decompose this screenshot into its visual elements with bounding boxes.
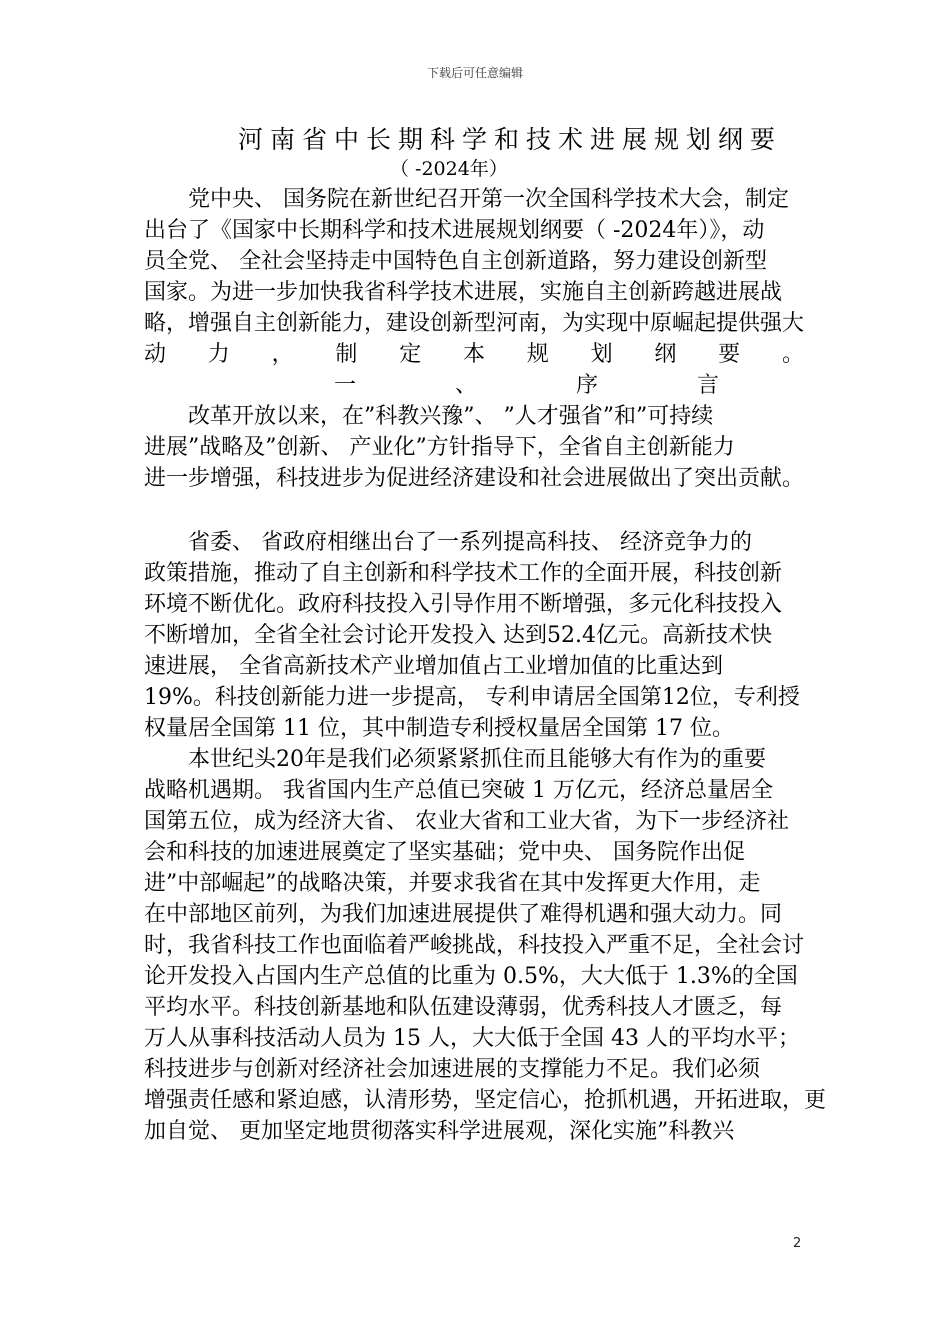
body-line: 时，我省科技工作也面临着严峻挑战，科技投入严重不足，全社会讨 bbox=[144, 933, 805, 958]
body-line: 论开发投入占国内生产总值的比重为 0.5%，大大低于 1.3%的全国 bbox=[144, 964, 798, 989]
heading-char: 一 bbox=[334, 373, 357, 398]
body-line: 加自觉、 更加坚定地贯彻落实科学进展观，深化实施”科教兴 bbox=[144, 1119, 735, 1144]
body-line: 略，增强自主创新能力，建设创新型河南，为实现中原崛起提供强大 bbox=[144, 311, 805, 336]
document-subtitle: （ -2024年） bbox=[390, 158, 508, 180]
body-line: 出台了《国家中长期科学和技术进展规划纲要（ -2024年）》，动 bbox=[144, 218, 765, 243]
body-line: 省委、 省政府相继出台了一系列提高科技、 经济竞争力的 bbox=[144, 530, 752, 555]
body-line: 政策措施，推动了自主创新和科学技术工作的全面开展，科技创新 bbox=[144, 561, 783, 586]
body-line: 19%。科技创新能力进一步提高， 专利申请居全国第12位，专利授 bbox=[144, 685, 800, 710]
page-number: 2 bbox=[793, 1236, 802, 1251]
justified-line bbox=[144, 339, 804, 370]
body-line: 进”中部崛起”的战略决策，并要求我省在其中发挥更大作用，走 bbox=[144, 871, 761, 896]
justified-char: 制 bbox=[335, 342, 358, 367]
justified-char: 力 bbox=[207, 342, 230, 367]
body-line: 环境不断优化。政府科技投入引导作用不断增强，多元化科技投入 bbox=[144, 592, 783, 617]
justified-char: 要 bbox=[718, 342, 741, 367]
justified-char: 动 bbox=[144, 342, 167, 367]
section-heading bbox=[144, 370, 719, 401]
body-line: 增强责任感和紧迫感，认清形势，坚定信心，抢抓机遇，开拓进取，更 bbox=[144, 1088, 827, 1113]
document-title: 河南省中长期科学和技术进展规划纲要 bbox=[237, 125, 782, 154]
justified-char: ， bbox=[271, 342, 294, 367]
body-line: 改革开放以来，在”科教兴豫”、 ”人才强省”和”可持续 bbox=[144, 404, 714, 429]
body-line: 员全党、 全社会坚持走中国特色自主创新道路，努力建设创新型 bbox=[144, 249, 767, 274]
body-line: 进展”战略及”创新、 产业化”方针指导下，全省自主创新能力 bbox=[144, 435, 735, 460]
justified-char: 纲 bbox=[654, 342, 677, 367]
justified-char: 定 bbox=[399, 342, 422, 367]
body-line: 战略机遇期。 我省国内生产总值已突破 1 万亿元，经济总量居全 bbox=[144, 778, 773, 803]
body-line: 国第五位，成为经济大省、 农业大省和工业大省，为下一步经济社 bbox=[144, 809, 789, 834]
justified-char: 本 bbox=[462, 342, 485, 367]
paragraph-gap bbox=[144, 494, 834, 527]
body-line: 国家。为进一步加快我省科学技术进展，实施自主创新跨越进展战 bbox=[144, 280, 783, 305]
body-line: 速进展， 全省高新技术产业增加值占工业增加值的比重达到 bbox=[144, 654, 723, 679]
body-line: 进一步增强，科技进步为促进经济建设和社会进展做出了突出贡献。 bbox=[144, 466, 805, 491]
document-body bbox=[144, 184, 834, 1147]
heading-char: 序 bbox=[575, 373, 598, 398]
body-line: 平均水平。科技创新基地和队伍建设薄弱，优秀科技人才匮乏，每 bbox=[144, 995, 783, 1020]
body-line: 权量居全国第 11 位，其中制造专利授权量居全国第 17 位。 bbox=[144, 716, 734, 741]
justified-char: 规 bbox=[526, 342, 549, 367]
body-line: 本世纪头20年是我们必须紧紧抓住而且能够大有作为的重要 bbox=[144, 747, 766, 772]
body-line: 党中央、 国务院在新世纪召开第一次全国科学技术大会，制定 bbox=[144, 187, 789, 212]
body-line: 科技进步与创新对经济社会加速进展的支撑能力不足。我们必须 bbox=[144, 1057, 761, 1082]
body-line: 不断增加，全省全社会讨论开发投入 达到52.4亿元。高新技术快 bbox=[144, 623, 772, 648]
justified-char: 。 bbox=[781, 342, 804, 367]
body-line: 万人从事科技活动人员为 15 人，大大低于全国 43 人的平均水平； bbox=[144, 1026, 800, 1051]
body-line: 会和科技的加速进展奠定了坚实基础；党中央、 国务院作出促 bbox=[144, 840, 745, 865]
justified-char: 划 bbox=[590, 342, 613, 367]
body-line: 在中部地区前列，为我们加速进展提供了难得机遇和强大动力。同 bbox=[144, 902, 783, 927]
page-header-note: 下载后可任意编辑 bbox=[426, 66, 523, 80]
heading-char: 、 bbox=[454, 373, 477, 398]
heading-char: 言 bbox=[696, 373, 719, 398]
